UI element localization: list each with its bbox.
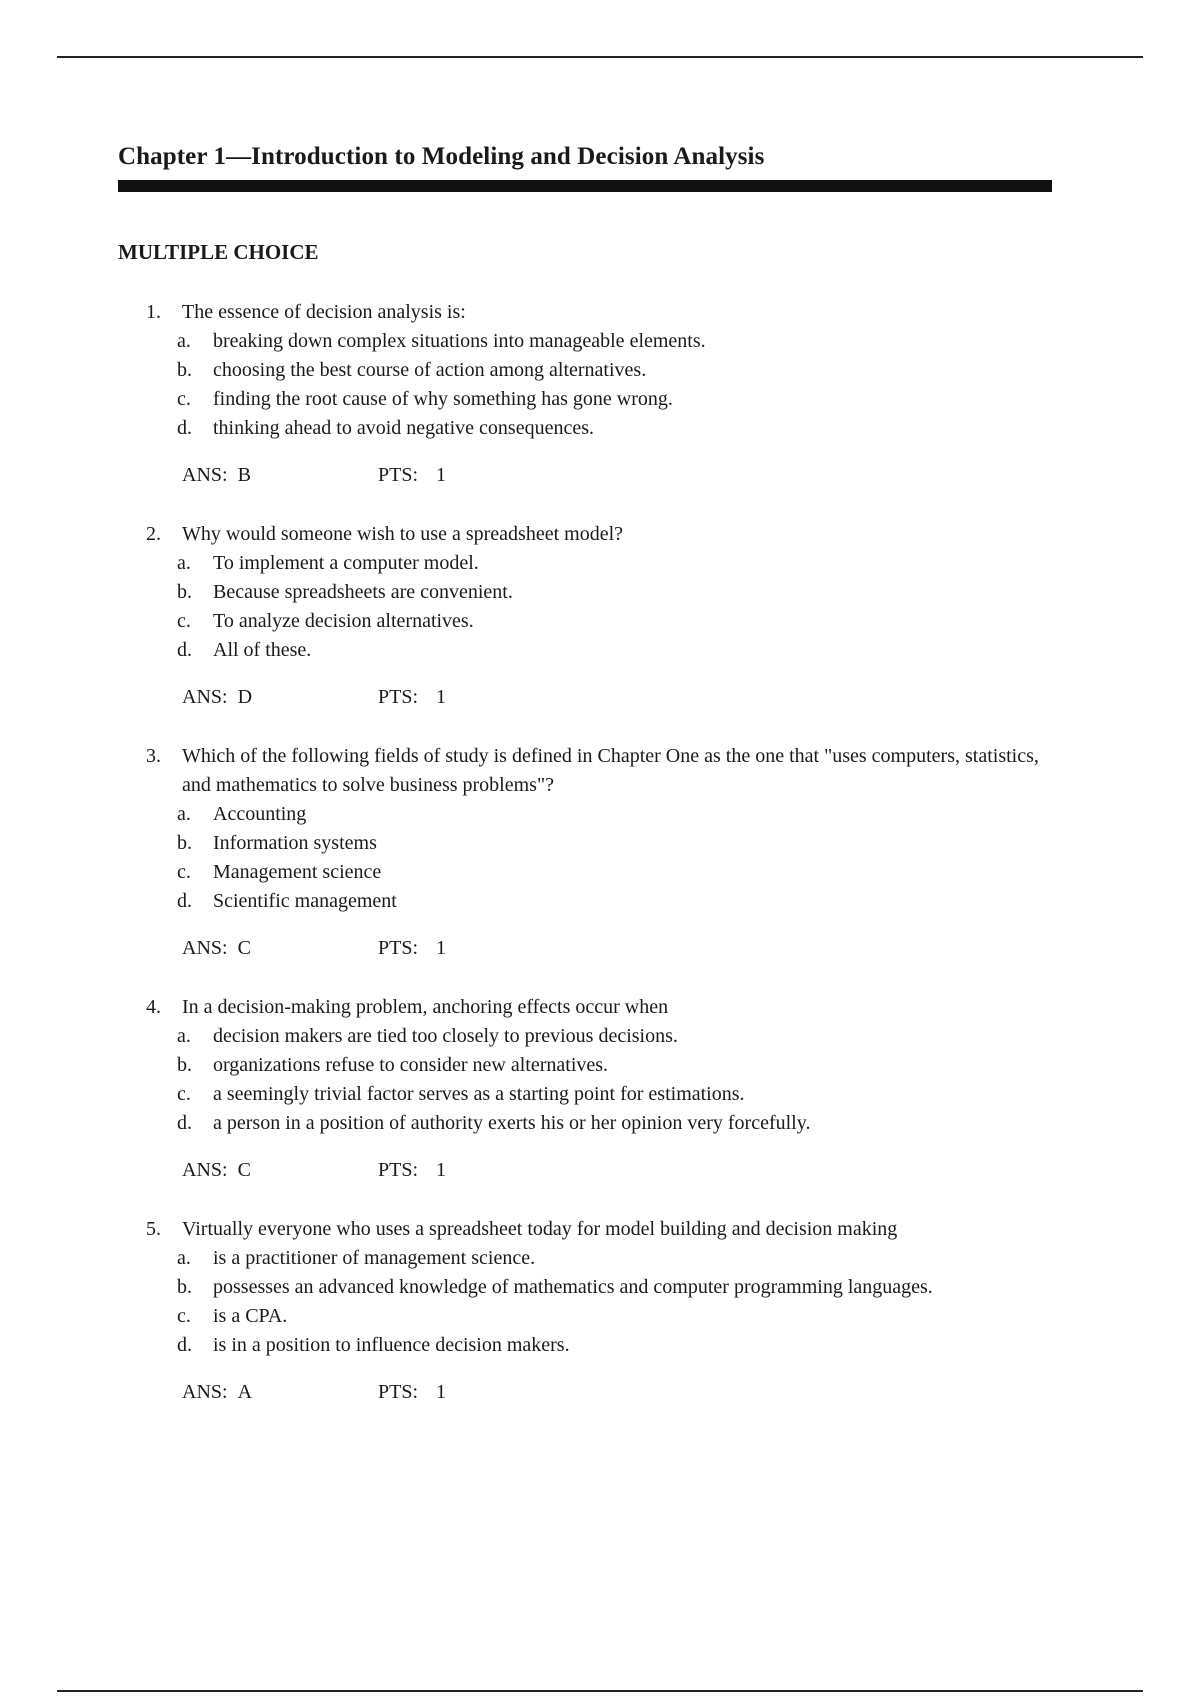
ans-value: C bbox=[237, 1159, 251, 1181]
choice-list bbox=[0, 800, 1200, 916]
answer-key bbox=[182, 1156, 251, 1185]
question-stem bbox=[0, 993, 1062, 1022]
answer-choice bbox=[0, 414, 1200, 443]
choice-list bbox=[0, 549, 1200, 665]
question-number: 4. bbox=[146, 996, 161, 1018]
choice-list bbox=[0, 1022, 1200, 1138]
choice-letter: b. bbox=[177, 1276, 192, 1298]
choice-text: Information systems bbox=[213, 832, 377, 854]
answer-choice bbox=[0, 1244, 1200, 1273]
ans-value: A bbox=[237, 1381, 253, 1403]
ans-value: D bbox=[237, 686, 253, 708]
ans-label: ANS: bbox=[182, 464, 228, 486]
pts-label: PTS: bbox=[378, 1159, 419, 1181]
ans-value: B bbox=[237, 464, 251, 486]
choice-text: possesses an advanced knowledge of mathematics and computer programming languages. bbox=[213, 1276, 933, 1298]
answer-choice bbox=[0, 578, 1200, 607]
answer-choice bbox=[0, 549, 1200, 578]
title-underline-bar bbox=[118, 180, 1052, 192]
question-item bbox=[0, 993, 1200, 1185]
choice-letter: d. bbox=[177, 1112, 192, 1134]
question-stem bbox=[0, 1215, 1062, 1244]
choice-letter: a. bbox=[177, 803, 191, 825]
answer-choice bbox=[0, 829, 1200, 858]
choice-letter: c. bbox=[177, 388, 191, 410]
answer-choice bbox=[0, 887, 1200, 916]
ans-label: ANS: bbox=[182, 1159, 228, 1181]
answer-choice bbox=[0, 1022, 1200, 1051]
choice-letter: a. bbox=[177, 1025, 191, 1047]
choice-text: a person in a position of authority exerts his or her opinion very forcefully. bbox=[213, 1112, 811, 1134]
points bbox=[378, 1378, 446, 1407]
choice-letter: c. bbox=[177, 861, 191, 883]
choice-letter: d. bbox=[177, 639, 192, 661]
choice-text: is in a position to influence decision makers. bbox=[213, 1334, 570, 1356]
choice-text: is a CPA. bbox=[213, 1305, 288, 1327]
choice-letter: b. bbox=[177, 832, 192, 854]
choice-text: decision makers are tied too closely to previous decisions. bbox=[213, 1025, 678, 1047]
choice-letter: d. bbox=[177, 890, 192, 912]
choice-text: To implement a computer model. bbox=[213, 552, 479, 574]
answer-row bbox=[0, 934, 1200, 963]
pts-value: 1 bbox=[436, 686, 447, 708]
question-number: 3. bbox=[146, 745, 161, 767]
question-text: In a decision-making problem, anchoring effects occur when bbox=[182, 996, 669, 1018]
choice-letter: d. bbox=[177, 1334, 192, 1356]
question-stem bbox=[0, 298, 1062, 327]
pts-value: 1 bbox=[436, 1381, 447, 1403]
choice-text: Management science bbox=[213, 861, 382, 883]
question-number: 5. bbox=[146, 1218, 161, 1240]
answer-row bbox=[0, 1156, 1200, 1185]
choice-text: All of these. bbox=[213, 639, 312, 661]
choice-list bbox=[0, 327, 1200, 443]
answer-choice bbox=[0, 858, 1200, 887]
question-item bbox=[0, 1215, 1200, 1407]
choice-letter: c. bbox=[177, 610, 191, 632]
pts-value: 1 bbox=[436, 1159, 447, 1181]
answer-choice bbox=[0, 385, 1200, 414]
choice-text: Scientific management bbox=[213, 890, 397, 912]
question-list bbox=[0, 298, 1200, 1437]
choice-list bbox=[0, 1244, 1200, 1360]
pts-label: PTS: bbox=[378, 686, 419, 708]
choice-text: is a practitioner of management science. bbox=[213, 1247, 536, 1269]
choice-letter: c. bbox=[177, 1305, 191, 1327]
pts-value: 1 bbox=[436, 937, 447, 959]
choice-letter: b. bbox=[177, 1054, 192, 1076]
answer-row bbox=[0, 461, 1200, 490]
choice-letter: b. bbox=[177, 581, 192, 603]
answer-choice bbox=[0, 607, 1200, 636]
pts-value: 1 bbox=[436, 464, 447, 486]
pts-label: PTS: bbox=[378, 1381, 419, 1403]
points bbox=[378, 1156, 446, 1185]
choice-text: breaking down complex situations into manageable elements. bbox=[213, 330, 706, 352]
points bbox=[378, 683, 446, 712]
question-item bbox=[0, 520, 1200, 712]
answer-key bbox=[182, 461, 251, 490]
question-text: Virtually everyone who uses a spreadsheet today for model building and decision making bbox=[182, 1218, 898, 1240]
answer-row bbox=[0, 683, 1200, 712]
answer-row bbox=[0, 1378, 1200, 1407]
question-text: Why would someone wish to use a spreadsheet model? bbox=[182, 523, 624, 545]
points bbox=[378, 461, 446, 490]
answer-choice bbox=[0, 636, 1200, 665]
choice-text: choosing the best course of action among alternatives. bbox=[213, 359, 647, 381]
answer-choice bbox=[0, 356, 1200, 385]
question-item bbox=[0, 298, 1200, 490]
top-rule bbox=[57, 56, 1143, 58]
answer-choice bbox=[0, 800, 1200, 829]
question-number: 2. bbox=[146, 523, 161, 545]
choice-text: a seemingly trivial factor serves as a starting point for estimations. bbox=[213, 1083, 745, 1105]
answer-key bbox=[182, 683, 252, 712]
question-text: Which of the following fields of study is defined in Chapter One as the one that "uses computers, statistics, and mathematics to solve business problems"? bbox=[182, 745, 1039, 796]
question-stem bbox=[0, 520, 1062, 549]
ans-label: ANS: bbox=[182, 1381, 228, 1403]
choice-text: Accounting bbox=[213, 803, 307, 825]
answer-choice bbox=[0, 1109, 1200, 1138]
choice-letter: a. bbox=[177, 1247, 191, 1269]
choice-text: To analyze decision alternatives. bbox=[213, 610, 474, 632]
choice-text: thinking ahead to avoid negative consequences. bbox=[213, 417, 594, 439]
points bbox=[378, 934, 446, 963]
ans-value: C bbox=[237, 937, 251, 959]
ans-label: ANS: bbox=[182, 937, 228, 959]
answer-choice bbox=[0, 1051, 1200, 1080]
question-number: 1. bbox=[146, 301, 161, 323]
answer-key bbox=[182, 1378, 252, 1407]
answer-choice bbox=[0, 327, 1200, 356]
choice-letter: a. bbox=[177, 330, 191, 352]
choice-text: organizations refuse to consider new alternatives. bbox=[213, 1054, 609, 1076]
question-text: The essence of decision analysis is: bbox=[182, 301, 466, 323]
bottom-rule bbox=[57, 1690, 1143, 1692]
pts-label: PTS: bbox=[378, 464, 419, 486]
answer-choice bbox=[0, 1302, 1200, 1331]
choice-letter: c. bbox=[177, 1083, 191, 1105]
choice-letter: a. bbox=[177, 552, 191, 574]
answer-key bbox=[182, 934, 251, 963]
ans-label: ANS: bbox=[182, 686, 228, 708]
question-stem bbox=[0, 742, 1062, 800]
pts-label: PTS: bbox=[378, 937, 419, 959]
chapter-title: Chapter 1—Introduction to Modeling and Decision Analysis bbox=[118, 143, 765, 170]
choice-letter: d. bbox=[177, 417, 192, 439]
question-item bbox=[0, 742, 1200, 963]
choice-text: finding the root cause of why something has gone wrong. bbox=[213, 388, 673, 410]
choice-letter: b. bbox=[177, 359, 192, 381]
answer-choice bbox=[0, 1080, 1200, 1109]
answer-choice bbox=[0, 1273, 1200, 1302]
answer-choice bbox=[0, 1331, 1200, 1360]
section-heading: MULTIPLE CHOICE bbox=[118, 240, 319, 264]
choice-text: Because spreadsheets are convenient. bbox=[213, 581, 513, 603]
